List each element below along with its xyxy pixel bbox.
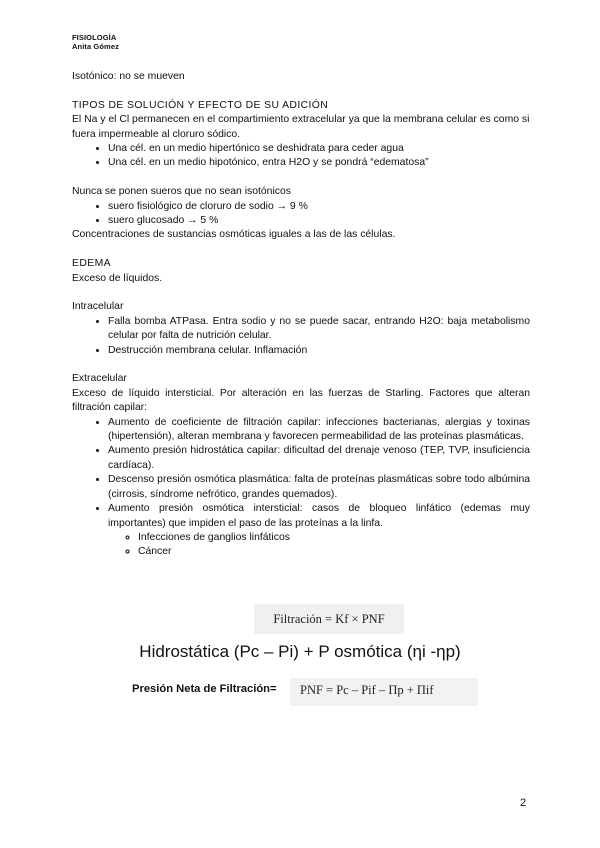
list-item: • Descenso presión osmótica plasmática: falta de proteínas plasmáticas sobre todo albúmina (cirrosis, síndrome nefrótico, grandes quemados). xyxy=(108,473,530,502)
list-item: ◦ Infecciones de ganglios linfáticos xyxy=(138,531,530,545)
extracelular-list xyxy=(72,416,530,560)
list-item: • suero glucosado → 5 % xyxy=(108,214,530,228)
header-subject: FISIOLOGÍA xyxy=(72,33,117,42)
intracelular-list xyxy=(72,315,530,358)
list-item: • suero fisiológico de cloruro de sodio → 9 % xyxy=(108,200,530,214)
formula-pnf-label: Presión Neta de Filtración= xyxy=(132,683,277,695)
list-item: • Aumento presión osmótica intersticial: casos de bloqueo linfático (edemas muy importantes) que impiden el paso de las proteínas a la linfa. xyxy=(108,502,530,531)
extracelular-sublist xyxy=(108,531,530,560)
list-item: • Una cél. en un medio hipotónico, entra H2O y se pondrá “edematosa” xyxy=(108,156,530,170)
tipos-text: El Na y el Cl permanecen en el compartimiento extracelular ya que la membrana celular es como si fuera impermeable al cloruro sódico. xyxy=(72,114,530,140)
list-item: • Aumento presión hidrostática capilar: dificultad del drenaje venoso (TEP, TVP, insuficiencia cardíaca). xyxy=(108,444,530,473)
list-item: • Una cél. en un medio hipertónico se deshidrata para ceder agua xyxy=(108,142,530,156)
sueros-closing: Concentraciones de sustancias osmóticas iguales a las de las células. xyxy=(72,229,396,241)
section-title-tipos: TIPOS DE SOLUCIÓN Y EFECTO DE SU ADICIÓN xyxy=(72,99,329,111)
list-item: • Falla bomba ATPasa. Entra sodio y no se puede sacar, entrando H2O: baja metabolismo celular por falta de nutrición celular. xyxy=(108,315,530,344)
list-item: • Destrucción membrana celular. Inflamación xyxy=(108,344,530,358)
header-author: Anita Gómez xyxy=(72,42,119,51)
subsection-title-extracelular: Extracelular xyxy=(72,373,127,385)
document-body xyxy=(72,70,530,560)
formula-hidrostatica: Hidrostática (Pc – Pi) + P osmótica (ηi -ηp) xyxy=(139,642,461,661)
intro-line: Isotónico: no se mueven xyxy=(72,71,185,82)
page-number: 2 xyxy=(520,797,527,809)
sueros-list xyxy=(72,200,530,229)
extracelular-text: Exceso de líquido intersticial. Por alteración en las fuerzas de Starling. Factores que alteran filtración capilar: xyxy=(72,387,530,414)
formula-pnf: PNF = Pc – Pif – Πp + Πif xyxy=(290,678,478,706)
section-title-edema: EDEMA xyxy=(72,258,111,270)
sueros-intro: Nunca se ponen sueros que no sean isotónicos xyxy=(72,186,291,198)
tipos-list xyxy=(72,142,530,171)
page-header xyxy=(72,33,119,51)
formula-filtracion: Filtración = Kf × PNF xyxy=(254,604,404,634)
list-item: • Aumento de coeficiente de filtración capilar: infecciones bacterianas, alergias y toxinas (hipertensión), alteran membrana y favorecen permeabilidad de las proteínas plasmáticas. xyxy=(108,416,530,445)
subsection-title-intracelular: Intracelular xyxy=(72,301,124,313)
list-item: ◦ Cáncer xyxy=(138,545,530,559)
edema-definition: Exceso de líquidos. xyxy=(72,272,163,284)
